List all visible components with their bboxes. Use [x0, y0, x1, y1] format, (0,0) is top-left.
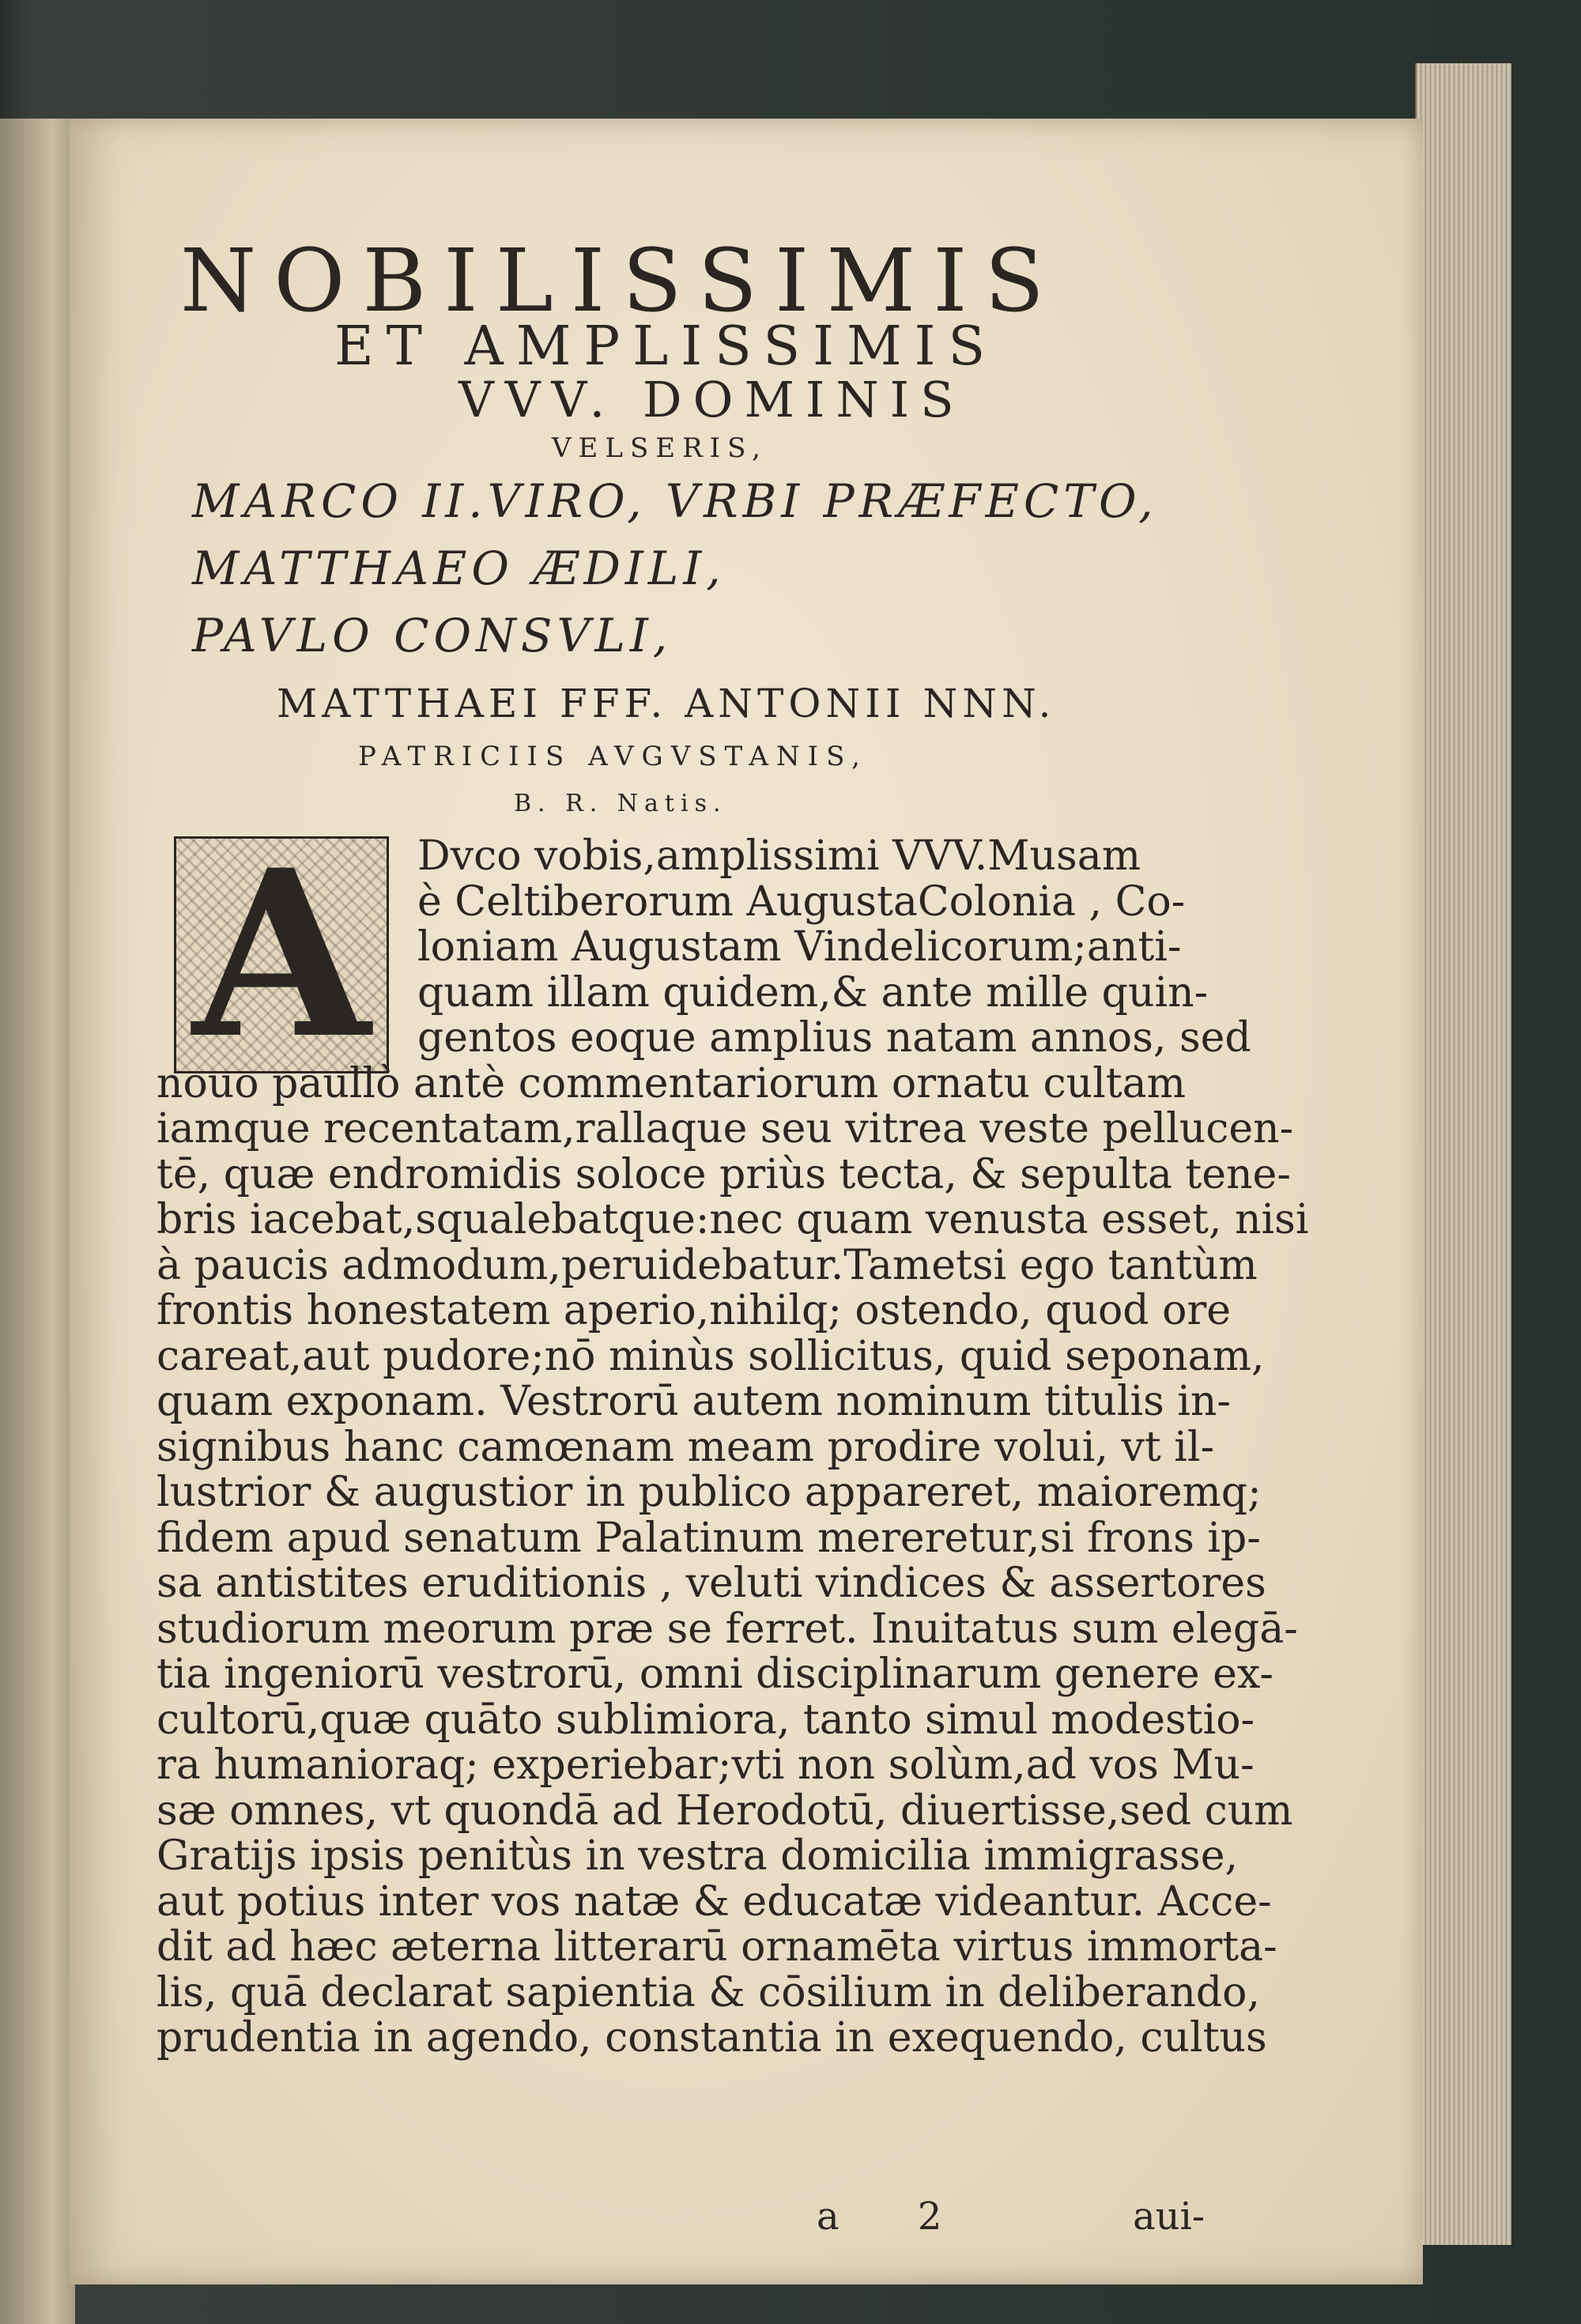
text-line: aut potius inter vos natæ & educatæ videantur. Acce-: [157, 1877, 1272, 1926]
signature-mark: a 2: [817, 2194, 975, 2239]
heading-line-2: ET AMPLISSIMIS: [334, 315, 998, 378]
dedicatee-line: MARCO II.VIRO, VRBI PRÆFECTO,: [192, 474, 1158, 528]
text-line: fidem apud senatum Palatinum mereretur,si frons ip-: [157, 1514, 1261, 1562]
text-line: careat,aut pudore;nō minùs sollicitus, quid seponam,: [157, 1332, 1265, 1380]
text-line: cultorū,quæ quāto sublimiora, tanto simul modestio-: [157, 1696, 1255, 1744]
dedicatee-line: MATTHAEO ÆDILI,: [192, 541, 726, 595]
lineage-line-2: PATRICIIS AVGVSTANIS,: [358, 741, 868, 772]
text-line: sæ omnes, vt quondā ad Herodotū, diuertisse,sed cum: [157, 1786, 1293, 1835]
facing-page-edge: [0, 119, 75, 2324]
text-line: studiorum meorum præ se ferret. Inuitatus sum elegā-: [157, 1605, 1298, 1653]
text-line: loniam Augustam Vindelicorum;anti-: [417, 923, 1182, 971]
text-line: lustrior & augustior in publico appareret, maioremq;: [157, 1469, 1262, 1516]
text-line: Dvco vobis,amplissimi VVV.Musam: [417, 832, 1141, 880]
book-page: [70, 119, 1423, 2284]
heading-line-3: VVV. DOMINIS: [458, 371, 965, 428]
text-line: ra humanioraq; experiebar;vti non solùm,ad vos Mu-: [157, 1741, 1255, 1789]
dedicatee-line: PAVLO CONSVLI,: [192, 609, 673, 662]
lineage-line-3: B. R. Natis.: [514, 790, 727, 817]
body-text: [157, 821, 1309, 2062]
heading-line-1: NOBILISSIMIS: [180, 230, 1062, 331]
text-line: lis, quā declarat sapientia & cōsilium in deliberando,: [157, 1968, 1261, 2017]
text-line: à paucis admodum,peruidebatur.Tametsi ego tantùm: [157, 1241, 1258, 1289]
heading-line-4: VELSERIS,: [552, 432, 768, 464]
text-line: Gratijs ipsis penitùs in vestra domicilia immigrasse,: [157, 1832, 1239, 1880]
text-line: frontis honestatem aperio,nihilq; ostendo, quod ore: [157, 1287, 1232, 1334]
text-line: gentos eoque amplius natam annos, sed: [417, 1014, 1251, 1062]
lineage-line-1: MATTHAEI FFF. ANTONII NNN.: [277, 681, 1056, 726]
text-line: dit ad hæc æterna litterarū ornamēta virtus immorta-: [157, 1923, 1277, 1971]
text-line: prudentia in agendo, constantia in exequendo, cultus: [157, 2014, 1267, 2062]
text-line: quam illam quidem,& ante mille quin-: [417, 968, 1209, 1017]
text-line: iamque recentatam,rallaque seu vitrea veste pellucen-: [157, 1105, 1294, 1153]
text-line: tē, quæ endromidis soloce priùs tecta, & sepulta tene-: [157, 1150, 1291, 1198]
initial-letter: A: [192, 821, 371, 1089]
page-block-fore-edge: [1415, 63, 1511, 2245]
text-line: sa antistites eruditionis , veluti vindices & assertores: [157, 1560, 1266, 1607]
text-line: bris iacebat,squalebatque:nec quam venusta esset, nisi: [157, 1196, 1309, 1243]
text-line: quam exponam. Vestrorū autem nominum titulis in-: [157, 1378, 1231, 1425]
text-line: tia ingeniorū vestrorū, omni disciplinarum genere ex-: [157, 1651, 1273, 1698]
catchword: aui-: [1133, 2194, 1206, 2239]
text-line: signibus hanc camœnam meam prodire volui, vt il-: [157, 1423, 1215, 1471]
text-line: nouo paullò antè commentariorum ornatu cultam: [157, 1059, 1186, 1107]
text-line: è Celtiberorum AugustaColonia , Co-: [417, 877, 1186, 926]
